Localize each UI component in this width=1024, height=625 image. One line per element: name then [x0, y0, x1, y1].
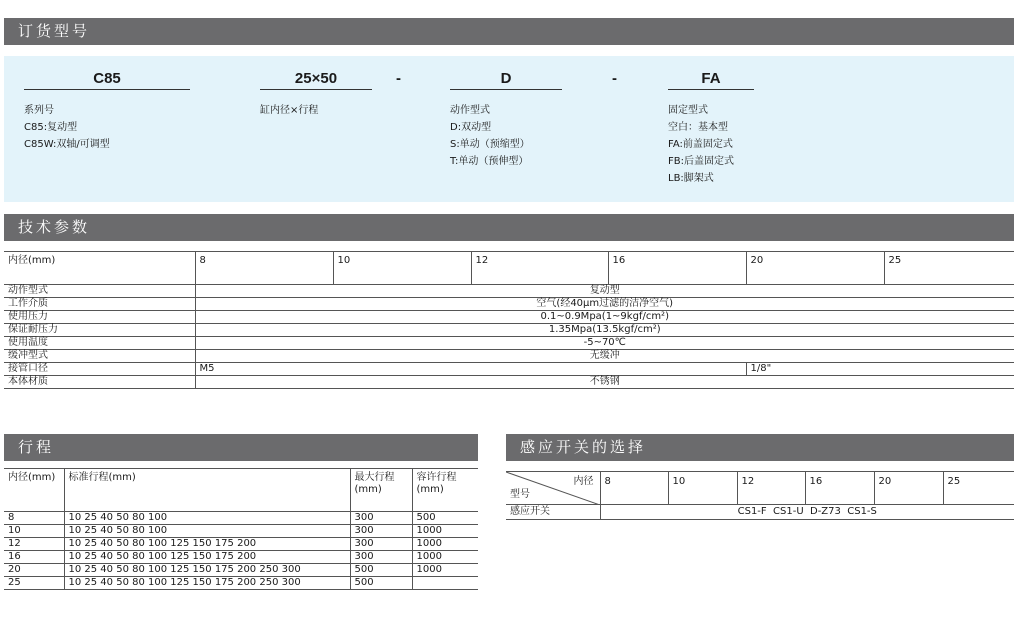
mount-type-line: FB:后盖固定式	[668, 156, 734, 167]
table-row	[4, 512, 478, 525]
table-row	[506, 472, 1014, 505]
port-size-large: 1/8"	[746, 363, 1014, 376]
spec-label: 动作型式	[4, 285, 195, 298]
action-type-column	[450, 56, 562, 170]
column-header: 内径(mm)	[4, 469, 64, 512]
action-type-line: T:单动（预伸型）	[450, 156, 529, 167]
table-row	[4, 337, 1014, 350]
stroke-section-title: 行程	[4, 434, 478, 461]
table-row	[506, 505, 1014, 520]
std-stroke-cell: 10 25 40 50 80 100 125 150 175 200	[64, 551, 350, 564]
bore-label: 内径(mm)	[4, 252, 195, 285]
bore-cell: 16	[4, 551, 64, 564]
table-row	[4, 564, 478, 577]
allow-stroke-cell: 1000	[412, 525, 478, 538]
spec-section-title: 技术参数	[4, 214, 1014, 241]
allow-stroke-unit: (mm)	[416, 484, 444, 495]
bore-value: 25	[884, 252, 1014, 285]
mount-type-line: LB:脚架式	[668, 173, 714, 184]
bore-stroke-code: 25×50	[260, 56, 372, 90]
std-stroke-cell: 10 25 40 50 80 100 125 150 175 200 250 300	[64, 564, 350, 577]
series-line: C85:复动型	[24, 122, 78, 133]
action-type-code: D	[450, 56, 562, 90]
order-section-title: 订货型号	[4, 18, 1014, 45]
bore-value: 8	[195, 252, 333, 285]
mount-type-line: 固定型式	[668, 105, 708, 116]
bore-value: 16	[805, 472, 874, 505]
bore-stroke-line: 缸内径×行程	[260, 105, 319, 116]
max-stroke-unit: (mm)	[354, 484, 382, 495]
spec-label: 缓冲型式	[4, 350, 195, 363]
bore-value: 12	[737, 472, 805, 505]
max-stroke-cell: 500	[350, 564, 412, 577]
corner-top-label: 内径	[573, 476, 594, 487]
spec-value: 复动型	[195, 285, 1014, 298]
allow-stroke-cell: 1000	[412, 551, 478, 564]
corner-header	[506, 472, 600, 505]
bore-value: 10	[668, 472, 737, 505]
spec-value: -5~70℃	[195, 337, 1014, 350]
spec-table	[4, 251, 1014, 389]
allow-stroke-cell: 500	[412, 512, 478, 525]
max-stroke-cell: 300	[350, 538, 412, 551]
series-column	[24, 56, 190, 153]
table-row	[4, 252, 1014, 285]
switch-row-label: 感应开关	[506, 505, 600, 520]
mount-type-line: 空白：基本型	[668, 122, 728, 133]
table-row	[4, 298, 1014, 311]
table-row	[4, 469, 478, 512]
mount-type-column	[668, 56, 754, 187]
action-type-line: S:单动（预缩型）	[450, 139, 530, 150]
max-stroke-cell: 300	[350, 512, 412, 525]
bore-value: 10	[333, 252, 471, 285]
stroke-table	[4, 468, 478, 590]
port-size-small: M5	[195, 363, 746, 376]
switch-section-title: 感应开关的选择	[506, 434, 1014, 461]
table-row	[4, 311, 1014, 324]
bore-cell: 8	[4, 512, 64, 525]
table-row	[4, 350, 1014, 363]
spec-value: 不锈钢	[195, 376, 1014, 389]
allow-stroke-cell: 1000	[412, 564, 478, 577]
table-row	[4, 538, 478, 551]
allow-stroke-cell: 1000	[412, 538, 478, 551]
table-row	[4, 376, 1014, 389]
bore-cell: 25	[4, 577, 64, 590]
spec-label: 使用温度	[4, 337, 195, 350]
allow-stroke-cell	[412, 577, 478, 590]
std-stroke-cell: 10 25 40 50 80 100 125 150 175 200 250 300	[64, 577, 350, 590]
mount-type-line: FA:前盖固定式	[668, 139, 733, 150]
separator-dash: -	[396, 70, 401, 87]
series-line: 系列号	[24, 105, 54, 116]
table-row	[4, 551, 478, 564]
bore-value: 16	[608, 252, 746, 285]
spec-label: 本体材质	[4, 376, 195, 389]
max-stroke-cell: 300	[350, 525, 412, 538]
spec-value: 无缓冲	[195, 350, 1014, 363]
bore-cell: 12	[4, 538, 64, 551]
max-stroke-cell: 500	[350, 577, 412, 590]
switch-table	[506, 471, 1014, 520]
max-stroke-header: 最大行程	[354, 472, 395, 483]
spec-label: 工作介质	[4, 298, 195, 311]
spec-label: 保证耐压力	[4, 324, 195, 337]
table-row	[4, 324, 1014, 337]
spec-label: 使用压力	[4, 311, 195, 324]
spec-value: 1.35Mpa(13.5kgf/cm²)	[195, 324, 1014, 337]
allow-stroke-header: 容许行程	[416, 472, 457, 483]
separator-dash: -	[612, 70, 617, 87]
bore-value: 20	[746, 252, 884, 285]
max-stroke-cell: 300	[350, 551, 412, 564]
spec-value: 空气(经40μm过滤的洁净空气)	[195, 298, 1014, 311]
spec-value: 0.1~0.9Mpa(1~9kgf/cm²)	[195, 311, 1014, 324]
bore-value: 8	[600, 472, 668, 505]
std-stroke-cell: 10 25 40 50 80 100	[64, 525, 350, 538]
bore-value: 20	[874, 472, 943, 505]
std-stroke-cell: 10 25 40 50 80 100	[64, 512, 350, 525]
bore-value: 12	[471, 252, 608, 285]
switch-models: CS1-F CS1-U D-Z73 CS1-S	[600, 505, 1014, 520]
column-header	[412, 469, 478, 512]
order-model-panel	[4, 56, 1014, 202]
table-row	[4, 577, 478, 590]
std-stroke-cell: 10 25 40 50 80 100 125 150 175 200	[64, 538, 350, 551]
column-header: 标准行程(mm)	[64, 469, 350, 512]
series-code: C85	[24, 56, 190, 90]
table-row	[4, 285, 1014, 298]
spec-label: 接管口径	[4, 363, 195, 376]
mount-type-code: FA	[668, 56, 754, 90]
bore-cell: 10	[4, 525, 64, 538]
bore-cell: 20	[4, 564, 64, 577]
column-header	[350, 469, 412, 512]
table-row	[4, 525, 478, 538]
table-row	[4, 363, 1014, 376]
corner-bottom-label: 型号	[510, 489, 530, 500]
series-line: C85W:双轴/可调型	[24, 139, 110, 150]
action-type-line: D:双动型	[450, 122, 492, 133]
bore-value: 25	[943, 472, 1014, 505]
bore-stroke-column	[260, 56, 372, 119]
action-type-line: 动作型式	[450, 105, 490, 116]
